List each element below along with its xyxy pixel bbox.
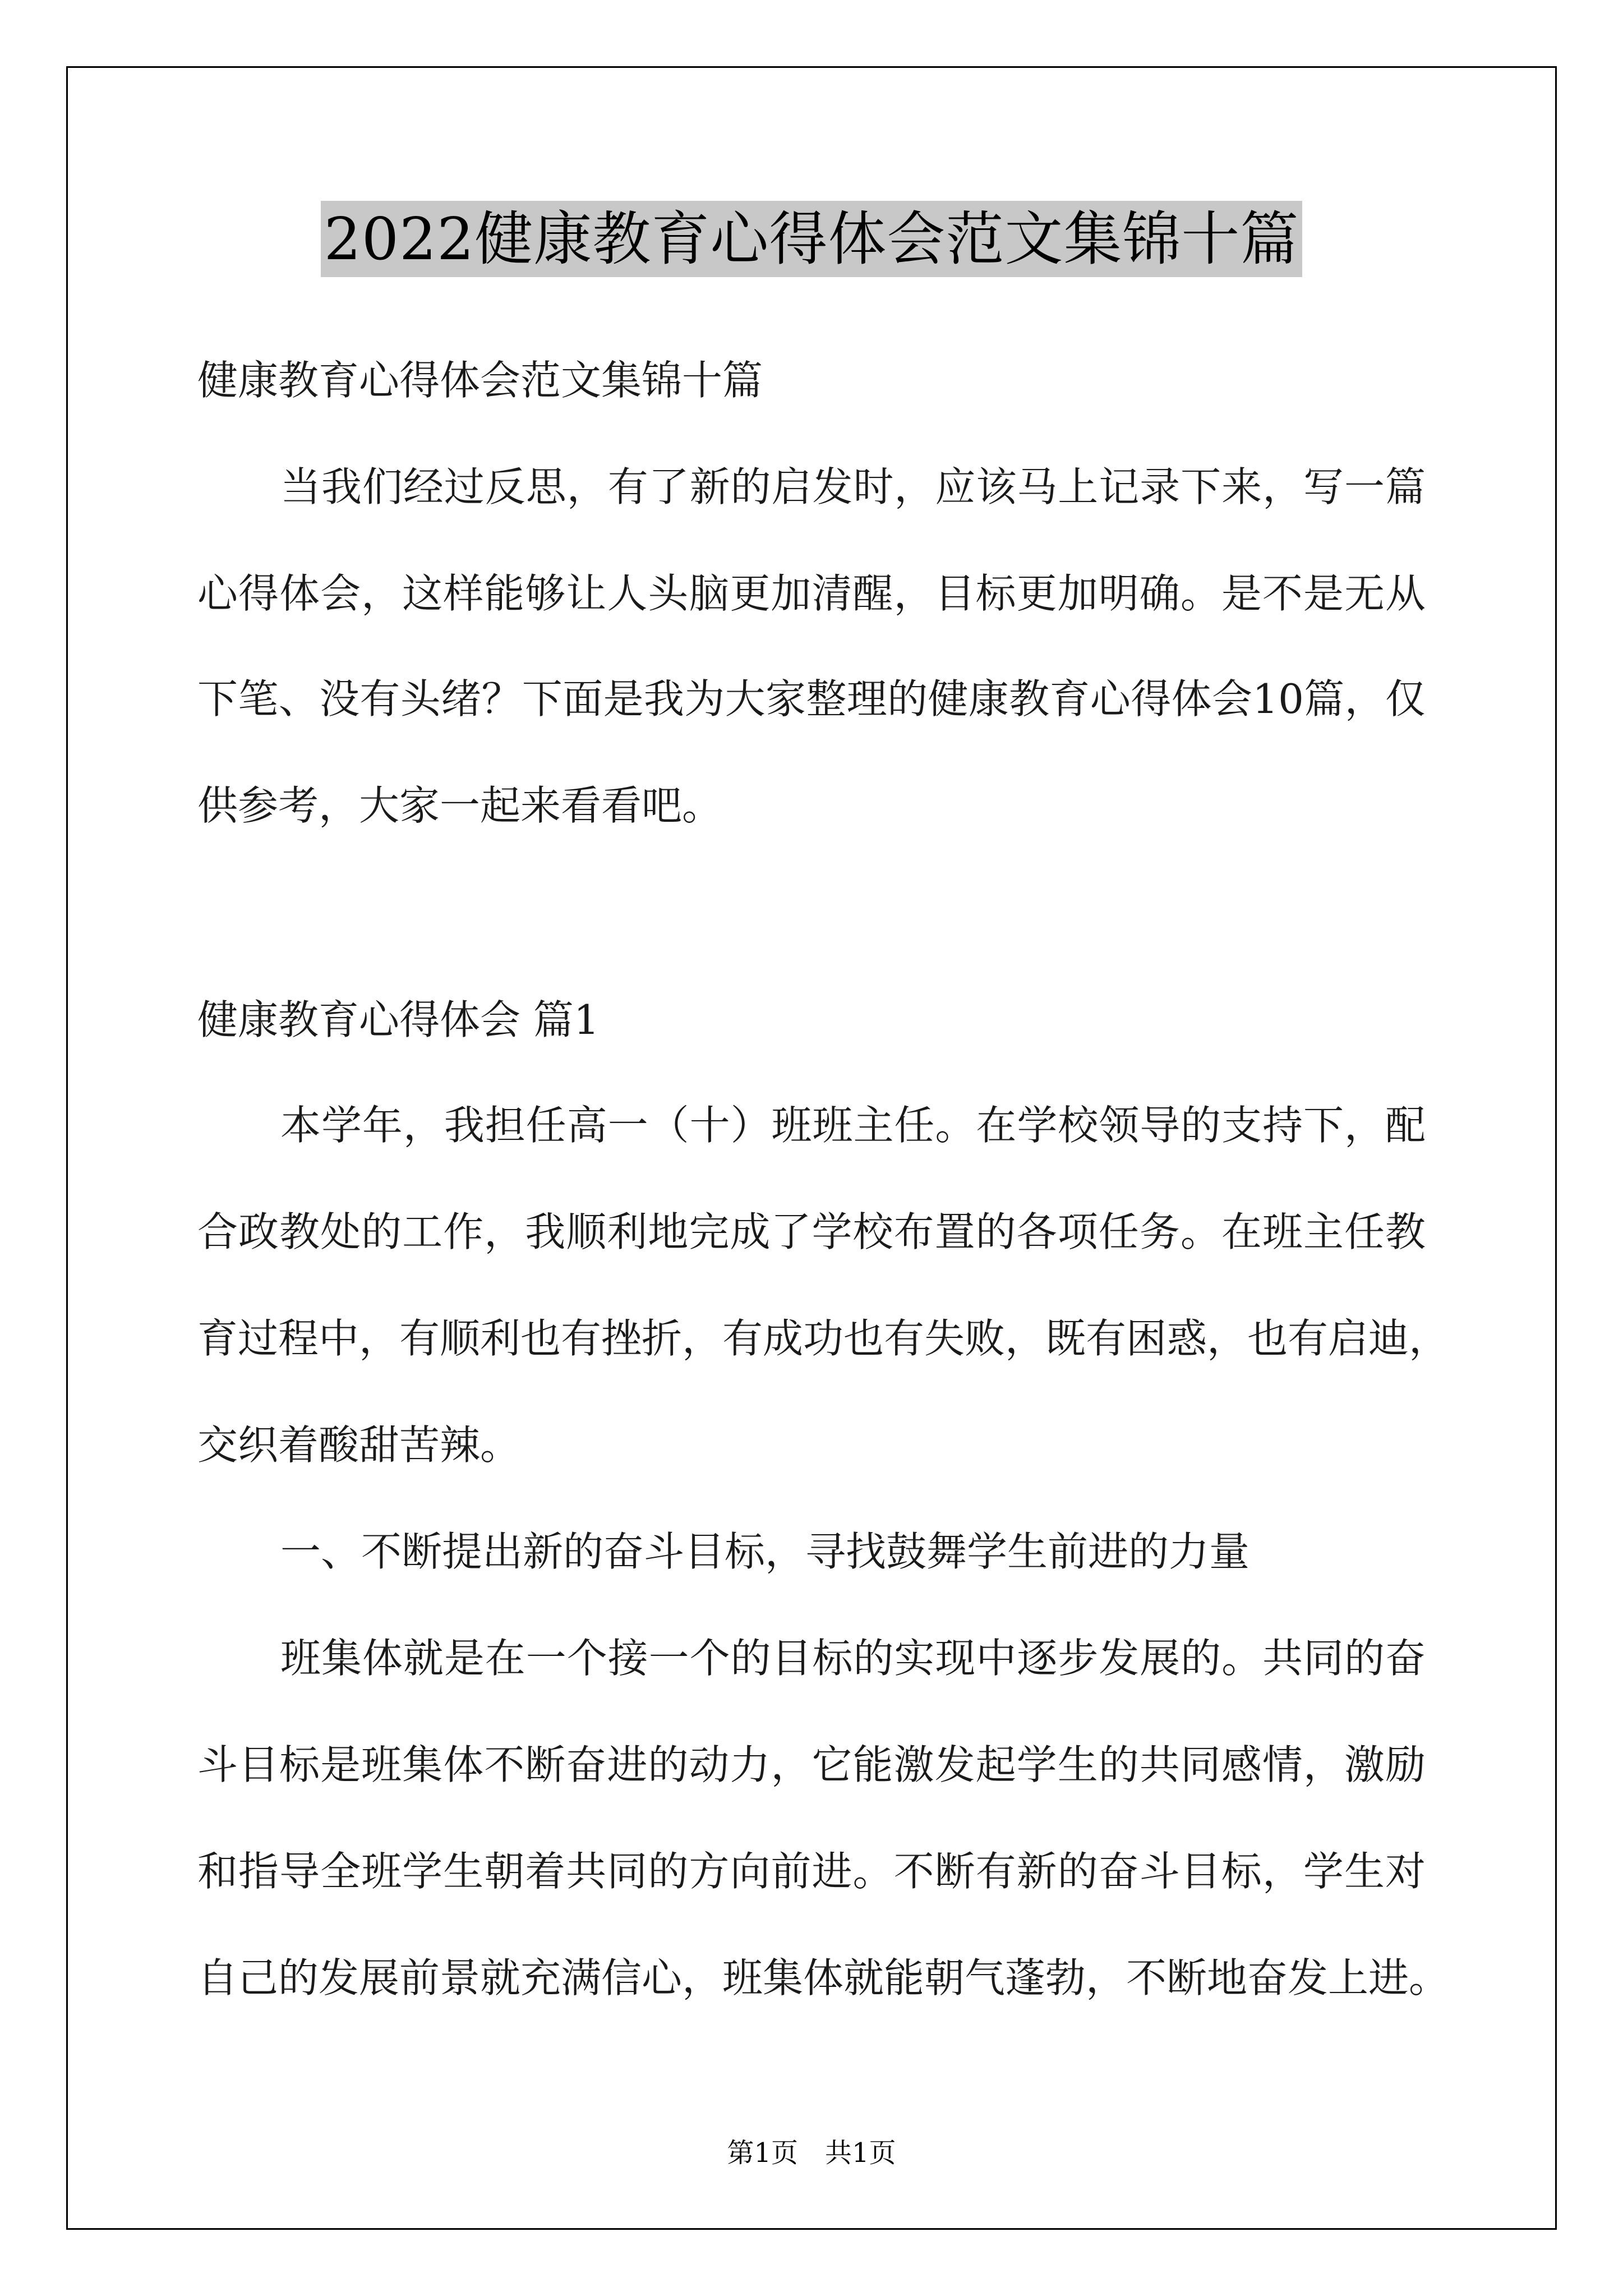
intro-line: 下笔、没有头绪？下面是我为大家整理的健康教育心得体会10篇，仅 [197,675,1426,723]
paragraph-line: 斗目标是班集体不断奋进的动力，它能激发起学生的共同感情，激励 [197,1741,1426,1788]
paragraph-line: 自己的发展前景就充满信心，班集体就能朝气蓬勃，不断地奋发上进。 [197,1954,1450,2001]
page-total: 共1页 [825,2137,896,2169]
section-heading: 健康教育心得体会 篇1 [197,996,600,1043]
intro-line: 当我们经过反思，有了新的启发时，应该马上记录下来，写一篇 [280,463,1426,510]
intro-line: 供参考，大家一起来看看吧。 [197,782,723,829]
point-heading: 一、不断提出新的奋斗目标，寻找鼓舞学生前进的力量 [280,1528,1250,1575]
paragraph-line: 本学年，我担任高一（十）班班主任。在学校领导的支持下，配 [280,1102,1426,1149]
paragraph-line: 和指导全班学生朝着共同的方向前进。不断有新的奋斗目标，学生对 [197,1848,1426,1895]
document-title-text: 2022健康教育心得体会范文集锦十篇 [321,201,1303,277]
document-subtitle: 健康教育心得体会范文集锦十篇 [197,357,763,404]
intro-line: 心得体会，这样能够让人头脑更加清醒，目标更加明确。是不是无从 [197,570,1426,617]
paragraph-line: 育过程中，有顺利也有挫折，有成功也有失败，既有困惑，也有启迪， [197,1315,1450,1362]
page-number: 第1页 [727,2137,798,2169]
paragraph-line: 交织着酸甜苦辣。 [197,1421,521,1469]
paragraph-line: 班集体就是在一个接一个的目标的实现中逐步发展的。共同的奋 [280,1635,1426,1682]
page-footer [0,2136,1623,2170]
document-title [0,201,1623,277]
paragraph-line: 合政教处的工作，我顺利地完成了学校布置的各项任务。在班主任教 [197,1208,1426,1255]
